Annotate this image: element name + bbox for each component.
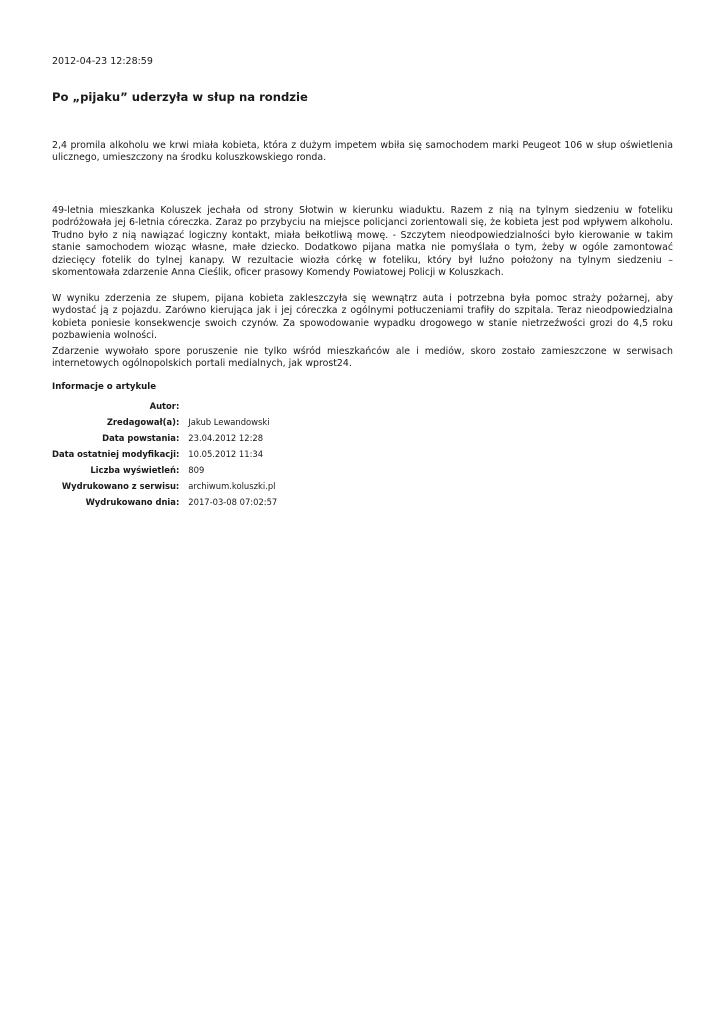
info-value: 23.04.2012 12:28 [188, 433, 264, 443]
article-title: Po „pijaku” uderzyła w słup na rondzie [52, 90, 308, 104]
info-value: archiwum.koluszki.pl [188, 481, 276, 491]
info-row-printed-from [52, 478, 277, 494]
info-value: 10.05.2012 11:34 [188, 449, 264, 459]
info-row-editor [52, 414, 277, 430]
info-label: Wydrukowano dnia: [85, 497, 180, 507]
info-label: Data powstania: [102, 433, 180, 443]
article-info-heading: Informacje o artykule [52, 382, 157, 392]
info-value: Jakub Lewandowski [188, 417, 270, 427]
article-paragraph: W wyniku zderzenia ze słupem, pijana kobieta zakleszczyła się wewnątrz auta i potrzebna była pomoc straży pożarnej, aby wydostać ją z pojazdu. Zarówno kierująca jak i jej córeczka z ogólnymi potłuczeniami trafiły do szpitala. Teraz nieodpowiedzialna kobieta poniesie konsekwencje swoich czynów. Za spowodowanie wypadku drogowego w stanie nietrzeźwości grozi do 4,5 roku pozbawienia wolności. [52, 293, 673, 342]
info-value [188, 398, 277, 414]
article-info-table [52, 398, 277, 510]
info-row-created [52, 430, 277, 446]
info-row-views [52, 462, 277, 478]
info-label: Wydrukowano z serwisu: [61, 481, 180, 491]
print-timestamp: 2012-04-23 12:28:59 [52, 56, 153, 67]
article-paragraph: Zdarzenie wywołało spore poruszenie nie tylko wśród mieszkańców ale i mediów, skoro zostało zamieszczone w serwisach internetowych ogólnopolskich portali medialnych, jak wprost24. [52, 346, 673, 370]
info-label: Zredagował(a): [106, 417, 180, 427]
info-row-printed-on [52, 494, 277, 510]
info-label: Liczba wyświetleń: [90, 465, 180, 475]
info-row-author [52, 398, 277, 414]
info-label: Autor: [149, 401, 180, 411]
info-label: Data ostatniej modyfikacji: [52, 449, 180, 459]
info-value: 809 [188, 465, 205, 475]
info-value: 2017-03-08 07:02:57 [188, 497, 278, 507]
article-paragraph: 2,4 promila alkoholu we krwi miała kobieta, która z dużym impetem wbiła się samochodem marki Peugeot 106 w słup oświetlenia ulicznego, umieszczony na środku koluszkowskiego ronda. [52, 140, 673, 164]
article-paragraph: 49-letnia mieszkanka Koluszek jechała od strony Słotwin w kierunku wiaduktu. Razem z nią na tylnym siedzeniu w foteliku podróżowała jej 6-letnia córeczka. Zaraz po przybyciu na miejsce policjanci zorientowali się, że kobieta jest pod wpływem alkoholu. Trudno było z nią nawiązać logiczny kontakt, miała bełkotliwą mowę. - Szczytem nieodpowiedzialności było kierowanie w takim stanie samochodem wioząc własne, małe dziecko. Dodatkowo pijana matka nie pomyślała o tym, żeby w ogóle zamontować dziecięcy fotelik do tylnej kanapy. W rezultacie wiozła córkę w foteliku, który był luźno położony na tylnym siedzeniu – skomentowała zdarzenie Anna Cieślik, oficer prasowy Komendy Powiatowej Policji w Koluszkach. [52, 205, 673, 279]
info-row-modified [52, 446, 277, 462]
